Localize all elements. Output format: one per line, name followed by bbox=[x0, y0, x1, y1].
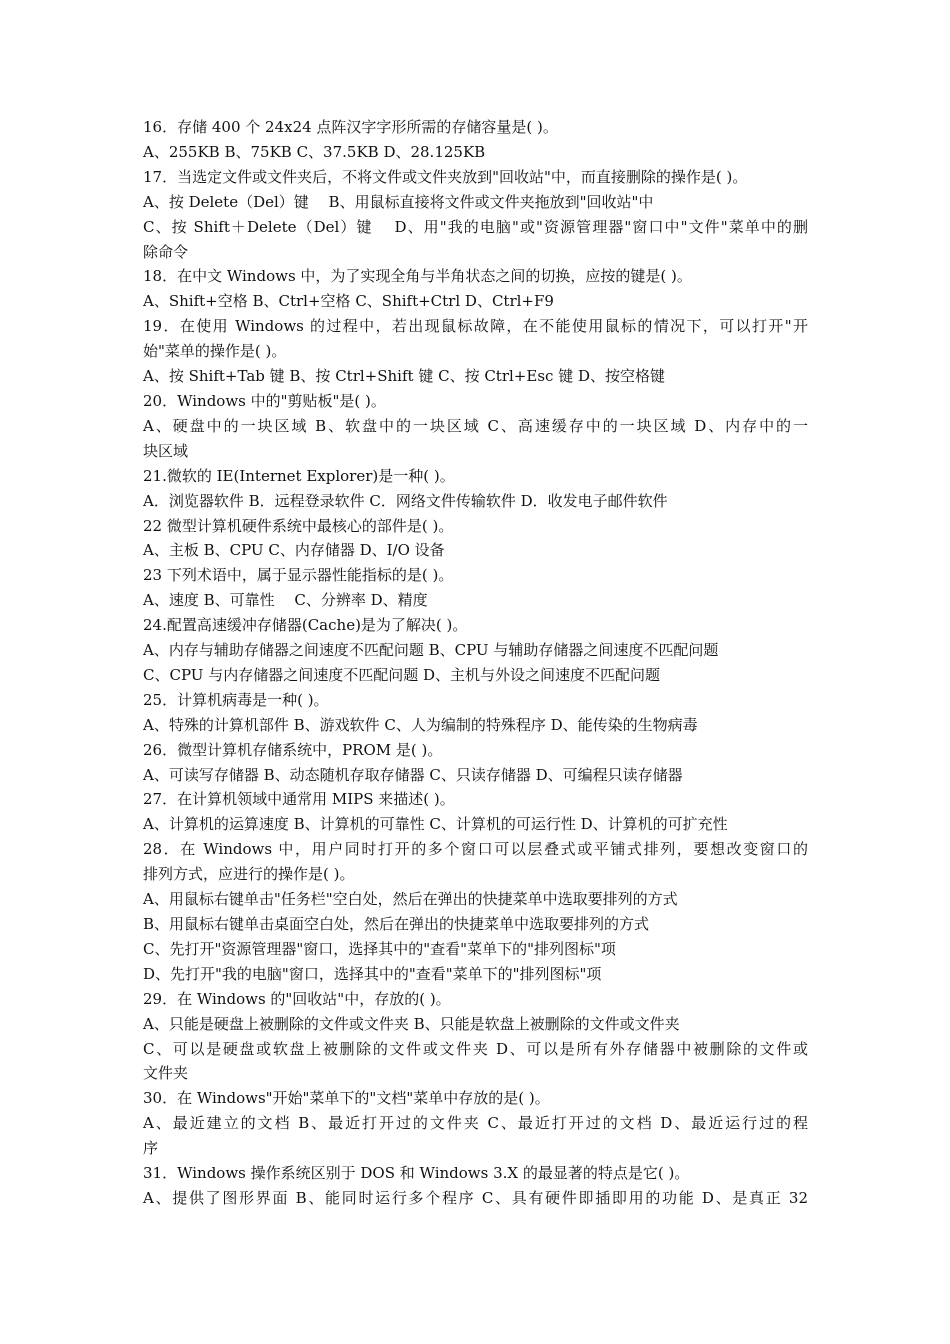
text-line-q20-options-cont: 块区域 bbox=[143, 441, 189, 460]
text-line-q29-options-ab: A、只能是硬盘上被删除的文件或文件夹 B、只能是软盘上被删除的文件或文件夹 bbox=[143, 1014, 680, 1033]
text-line-q25: 25．计算机病毒是一种( )。 bbox=[143, 690, 329, 709]
text-line-q17-options-cd: C、按 Shift＋Delete（Del）键 D、用"我的电脑"或"资源管理器"窗口中"文件"菜单中的删 bbox=[143, 217, 808, 236]
text-line-q30-options: A、最近建立的文档 B、最近打开过的文件夹 C、最近打开过的文档 D、最近运行过的程 bbox=[143, 1114, 808, 1133]
text-line-q22-options: A、主板 B、CPU C、内存储器 D、I/O 设备 bbox=[143, 541, 445, 560]
text-line-q17-options-ab: A、按 Delete（Del）键 B、用鼠标直接将文件或文件夹拖放到"回收站"中 bbox=[143, 192, 654, 211]
text-line-q29-options-cd: C、可以是硬盘或软盘上被删除的文件或文件夹 D、可以是所有外存储器中被删除的文件或 bbox=[143, 1039, 808, 1058]
text-line-q17-options-cd-cont: 除命令 bbox=[143, 242, 189, 261]
text-line-q24: 24.配置高速缓冲存储器(Cache)是为了解决( )。 bbox=[143, 616, 468, 635]
text-line-q17: 17．当选定文件或文件夹后，不将文件或文件夹放到"回收站"中，而直接删除的操作是( )。 bbox=[143, 167, 748, 186]
text-line-q20: 20．Windows 中的"剪贴板"是( )。 bbox=[143, 391, 386, 410]
text-line-q24-options-cd: C、CPU 与内存储器之间速度不匹配问题 D、主机与外设之间速度不匹配问题 bbox=[143, 665, 660, 684]
text-line-q16-options: A、255KB B、75KB C、37.5KB D、28.125KB bbox=[143, 142, 486, 161]
document-body bbox=[143, 115, 808, 1211]
text-line-q29-options-cd-cont: 文件夹 bbox=[143, 1064, 189, 1083]
text-line-q21-options: A．浏览器软件 B．远程登录软件 C．网络文件传输软件 D．收发电子邮件软件 bbox=[143, 491, 668, 510]
text-line-q19: 19．在使用 Windows 的过程中，若出现鼠标故障，在不能使用鼠标的情况下，可以打开"开 bbox=[143, 317, 808, 336]
text-line-q16: 16．存储 400 个 24x24 点阵汉字字形所需的存储容量是( )。 bbox=[143, 118, 558, 136]
text-line-q24-options-ab: A、内存与辅助存储器之间速度不匹配问题 B、CPU 与辅助存储器之间速度不匹配问题 bbox=[143, 641, 719, 660]
text-line-q19-options: A、按 Shift+Tab 键 B、按 Ctrl+Shift 键 C、按 Ctrl+Esc 键 D、按空格键 bbox=[143, 367, 665, 386]
text-line-q30-options-cont: 序 bbox=[143, 1139, 159, 1158]
text-line-q20-options: A、硬盘中的一块区域 B、软盘中的一块区域 C、高速缓存中的一块区域 D、内存中的一 bbox=[143, 416, 808, 435]
text-line-q29: 29．在 Windows 的"回收站"中，存放的( )。 bbox=[143, 989, 451, 1008]
text-line-q31: 31．Windows 操作系统区别于 DOS 和 Windows 3.X 的最显著的特点是它( )。 bbox=[143, 1164, 690, 1183]
text-line-q30: 30．在 Windows"开始"菜单下的"文档"菜单中存放的是( )。 bbox=[143, 1089, 550, 1108]
text-line-q28-cont: 排列方式，应进行的操作是( )。 bbox=[143, 865, 355, 884]
text-line-q28-option-a: A、用鼠标右键单击"任务栏"空白处，然后在弹出的快捷菜单中选取要排列的方式 bbox=[143, 890, 678, 909]
text-line-q18-options: A、Shift+空格 B、Ctrl+空格 C、Shift+Ctrl D、Ctrl+F9 bbox=[143, 292, 554, 311]
text-line-q19-cont: 始"菜单的操作是( )。 bbox=[143, 342, 287, 361]
text-line-q26-options: A、可读写存储器 B、动态随机存取存储器 C、只读存储器 D、可编程只读存储器 bbox=[143, 765, 683, 784]
text-line-q27: 27．在计算机领域中通常用 MIPS 来描述( )。 bbox=[143, 790, 455, 809]
text-line-q28-option-c: C、先打开"资源管理器"窗口，选择其中的"查看"菜单下的"排列图标"项 bbox=[143, 939, 616, 958]
text-line-q21: 21.微软的 IE(Internet Explorer)是一种( )。 bbox=[143, 466, 455, 485]
text-line-q26: 26．微型计算机存储系统中，PROM 是( )。 bbox=[143, 740, 443, 759]
text-line-q23-options: A、速度 B、可靠性 C、分辨率 D、精度 bbox=[143, 591, 428, 610]
text-line-q27-options: A、计算机的运算速度 B、计算机的可靠性 C、计算机的可运行性 D、计算机的可扩充性 bbox=[143, 815, 728, 834]
text-line-q25-options: A、特殊的计算机部件 B、游戏软件 C、人为编制的特殊程序 D、能传染的生物病毒 bbox=[143, 715, 698, 734]
text-line-q28: 28．在 Windows 中，用户同时打开的多个窗口可以层叠式或平铺式排列，要想改变窗口的 bbox=[143, 840, 808, 859]
text-line-q18: 18．在中文 Windows 中，为了实现全角与半角状态之间的切换，应按的键是( )。 bbox=[143, 267, 692, 286]
text-line-q28-option-d: D、先打开"我的电脑"窗口，选择其中的"查看"菜单下的"排列图标"项 bbox=[143, 964, 602, 983]
text-line-q28-option-b: B、用鼠标右键单击桌面空白处，然后在弹出的快捷菜单中选取要排列的方式 bbox=[143, 915, 650, 933]
text-line-q23: 23 下列术语中，属于显示器性能指标的是( )。 bbox=[143, 566, 454, 585]
text-line-q31-options: A、提供了图形界面 B、能同时运行多个程序 C、具有硬件即插即用的功能 D、是真正 32 bbox=[143, 1188, 808, 1207]
text-line-q22: 22 微型计算机硬件系统中最核心的部件是( )。 bbox=[143, 516, 454, 535]
